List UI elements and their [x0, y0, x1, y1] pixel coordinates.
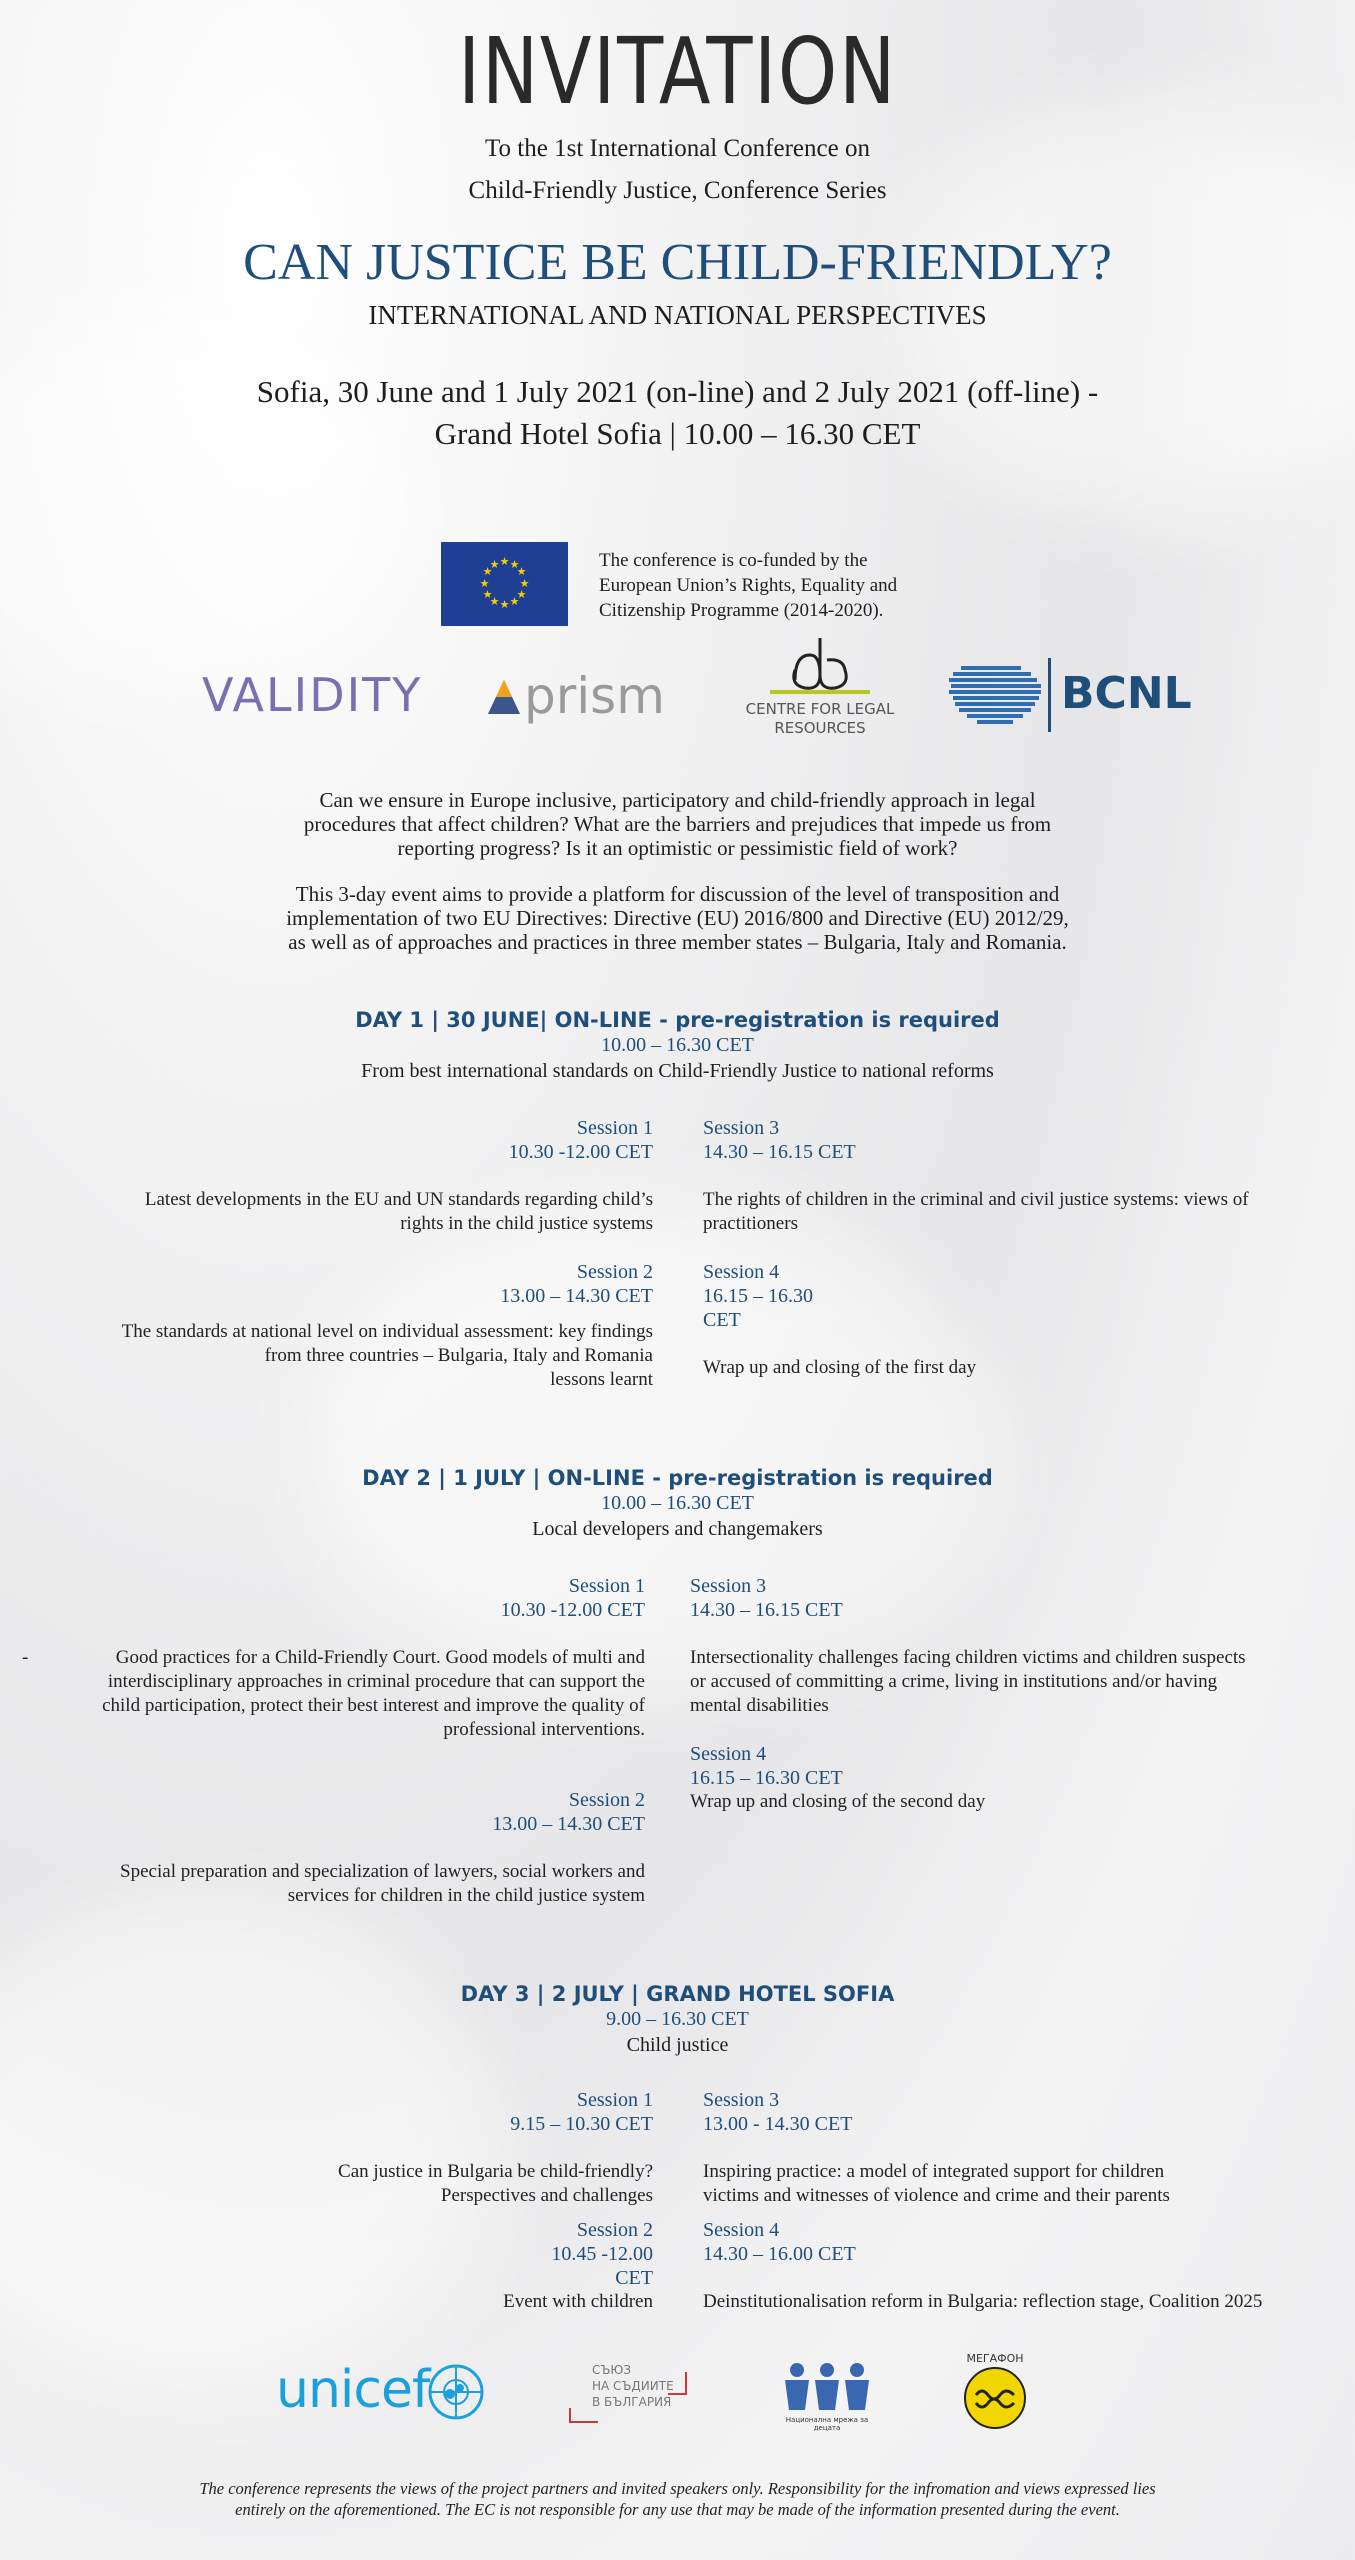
day2-session3-desc: Intersectionality challenges facing children victims and children suspects: [690, 1647, 1246, 1668]
day1-session4-title: Session 4: [703, 1261, 780, 1283]
intro-paragraph-2: [0, 882, 1355, 954]
day2-session3-desc: or accused of committing a crime, living in institutions and/or having: [690, 1671, 1218, 1692]
footer-line: The conference represents the views of the project partners and invited speakers only. Responsibility for the infromation and views expressed lies: [199, 2479, 1156, 2498]
children-figures-icon: [777, 2362, 877, 2412]
footer-line: entirely on the aforementioned. The EC is not responsible for any use that may be made of the information presented during the event.: [235, 2500, 1120, 2519]
day2-session2-desc: services for children in the child justice system: [287, 1885, 645, 1906]
day2-session4-time: 16.15 – 16.30 CET: [690, 1767, 843, 1789]
day2-session1-time: 10.30 -12.00 CET: [500, 1599, 645, 1621]
svg-text:★: ★: [479, 577, 490, 590]
main-heading: CAN JUSTICE BE CHILD-FRIENDLY?: [243, 234, 1112, 291]
day2-session3-desc: mental disabilities: [690, 1695, 829, 1716]
day1-session2-title: Session 2: [576, 1261, 653, 1283]
day1-session4-time: CET: [703, 1309, 741, 1331]
day2-left-column: [25, 1574, 645, 1908]
day3-session2-desc: Event with children: [503, 2291, 653, 2312]
intro-line: Can we ensure in Europe inclusive, participatory and child-friendly approach in legal: [319, 788, 1036, 812]
day3-heading: DAY 3 | 2 JULY | GRAND HOTEL SOFIA: [460, 1982, 895, 2006]
judges-line: СЪЮЗ: [592, 2363, 632, 2377]
day1-session1-time: 10.30 -12.00 CET: [508, 1141, 653, 1163]
date-line1: Sofia, 30 June and 1 July 2021 (on-line) and 2 July 2021 (off-line) -: [256, 374, 1099, 409]
day3-session2-title: Session 2: [576, 2219, 653, 2241]
prism-triangle-icon: [486, 678, 522, 718]
funding-text: [599, 548, 897, 623]
subtitle-line2: Child-Friendly Justice, Conference Series: [468, 177, 887, 204]
svg-text:★: ★: [482, 565, 493, 578]
day3-session3-title: Session 3: [703, 2089, 780, 2111]
prism-wordmark: prism: [524, 667, 665, 725]
day1-heading: DAY 1 | 30 JUNE| ON-LINE - pre-registration is required: [355, 1008, 1000, 1032]
day1-session4-time: 16.15 – 16.30: [703, 1285, 813, 1307]
funding-line: Citizenship Programme (2014-2020).: [599, 600, 884, 621]
day1-session2-desc: from three countries – Bulgaria, Italy and Romania: [264, 1345, 653, 1366]
unicef-wordmark: unicef: [276, 2360, 430, 2420]
day3-session2-time: CET: [615, 2267, 653, 2289]
day1-left-column: [13, 1116, 653, 1392]
day2-session1-title: Session 1: [568, 1575, 645, 1597]
day1-right-column: [703, 1116, 1343, 1380]
day1-session3-title: Session 3: [703, 1117, 780, 1139]
invitation-title: INVITATION: [457, 18, 898, 125]
unicef-globe-icon: [426, 2362, 486, 2422]
day3-right-column: [703, 2088, 1343, 2314]
day2-bullet: -: [22, 1647, 29, 1668]
judges-line: В БЪЛГАРИЯ: [592, 2395, 672, 2409]
children-network-logo: [772, 2362, 882, 2432]
subtitle-line1: To the 1st International Conference on: [485, 135, 870, 162]
svg-text:★: ★: [482, 588, 493, 601]
day2-session2-desc: Special preparation and specialization of lawyers, social workers and: [120, 1861, 645, 1882]
day3-session4-desc: Deinstitutionalisation reform in Bulgaria: reflection stage, Coalition 2025: [703, 2291, 1263, 2312]
intro-line: procedures that affect children? What are the barriers and prejudices that impede us from: [303, 812, 1052, 836]
day1-session1-title: Session 1: [576, 1117, 653, 1139]
clr-scales-icon: [765, 630, 875, 696]
eu-flag-icon: [441, 542, 568, 626]
day3-session1-desc: Can justice in Bulgaria be child-friendly?: [338, 2161, 653, 2182]
day2-theme: Local developers and changemakers: [532, 1518, 823, 1540]
svg-text:★: ★: [519, 577, 530, 590]
day2-session1-desc: professional interventions.: [443, 1719, 645, 1740]
svg-text:★: ★: [516, 588, 527, 601]
clr-line2: RESOURCES: [774, 719, 866, 737]
day3-session4-title: Session 4: [703, 2219, 780, 2241]
svg-text:★: ★: [489, 558, 500, 571]
clr-logo: [740, 630, 900, 750]
svg-text:★: ★: [499, 555, 510, 568]
day2-heading: DAY 2 | 1 JULY | ON-LINE - pre-registration is required: [362, 1466, 993, 1490]
funding-line: European Union’s Rights, Equality and: [599, 575, 898, 596]
day3-session1-desc: Perspectives and challenges: [440, 2185, 653, 2206]
clr-line1: CENTRE FOR LEGAL: [745, 700, 895, 718]
day2-session1-desc: Good practices for a Child-Friendly Court. Good models of multi and: [115, 1647, 645, 1668]
day1-theme: From best international standards on Child-Friendly Justice to national reforms: [361, 1060, 994, 1082]
bcnl-divider: [1048, 658, 1051, 732]
day1-session2-desc: The standards at national level on individual assessment: key findings: [121, 1321, 653, 1342]
day2-session1-desc: interdisciplinary approaches in criminal procedure that can support the: [107, 1671, 645, 1692]
intro-line: as well as of approaches and practices in three member states – Bulgaria, Italy and Romania.: [288, 930, 1067, 954]
day3-session1-title: Session 1: [576, 2089, 653, 2111]
day2-session2-title: Session 2: [568, 1789, 645, 1811]
day3-time: 9.00 – 16.30 CET: [606, 2008, 749, 2030]
day3-session4-time: 14.30 – 16.00 CET: [703, 2243, 856, 2265]
day3-session3-desc: Inspiring practice: a model of integrated support for children: [703, 2161, 1165, 2182]
footer-disclaimer: [0, 2478, 1355, 2520]
day3-session2-time: 10.45 -12.00: [551, 2243, 653, 2265]
day3-left-column: [13, 2088, 653, 2314]
intro-line: implementation of two EU Directives: Directive (EU) 2016/800 and Directive (EU) 2012/29,: [286, 906, 1069, 930]
svg-text:★: ★: [489, 595, 500, 608]
day1-session1-desc: rights in the child justice systems: [400, 1213, 653, 1234]
day1-session3-desc: practitioners: [703, 1213, 798, 1234]
background-cloud: [0, 300, 420, 700]
day1-session3-desc: The rights of children in the criminal and civil justice systems: views of: [703, 1189, 1249, 1210]
judges-union-logo: [568, 2356, 698, 2426]
day3-session1-time: 9.15 – 10.30 CET: [510, 2113, 653, 2135]
intro-line: This 3-day event aims to provide a platform for discussion of the level of transposition and: [295, 882, 1060, 906]
day1-session1-desc: Latest developments in the EU and UN standards regarding child’s: [144, 1189, 653, 1210]
judges-line: НА СЪДИИТЕ: [592, 2379, 674, 2393]
intro-paragraph-1: [0, 788, 1355, 860]
bcnl-logo: [947, 658, 1192, 734]
megafon-wordmark: МЕГАФОН: [966, 2352, 1024, 2365]
prism-logo: [486, 668, 686, 724]
svg-text:★: ★: [509, 595, 520, 608]
day3-theme: Child justice: [626, 2034, 729, 2056]
day3-session3-desc: victims and witnesses of violence and crime and their parents: [703, 2185, 1170, 2206]
bulgaria-map-icon: [947, 664, 1043, 728]
bcnl-wordmark: BCNL: [1061, 668, 1192, 719]
day2-right-column: [690, 1574, 1340, 1814]
svg-text:★: ★: [509, 558, 520, 571]
unicef-logo: [276, 2360, 496, 2430]
day3-session3-time: 13.00 - 14.30 CET: [703, 2113, 853, 2135]
day1-time: 10.00 – 16.30 CET: [601, 1034, 754, 1056]
sub-heading: INTERNATIONAL AND NATIONAL PERSPECTIVES: [368, 300, 987, 330]
megafon-badge-icon: [962, 2365, 1028, 2431]
day2-session4-desc: Wrap up and closing of the second day: [690, 1791, 986, 1812]
intro-line: reporting progress? Is it an optimistic or pessimistic field of work?: [397, 836, 958, 860]
day2-session3-title: Session 3: [690, 1575, 767, 1597]
network-caption: Национална мрежа за децата: [785, 2416, 869, 2432]
date-line2: Grand Hotel Sofia | 10.00 – 16.30 CET: [434, 416, 921, 451]
svg-text:★: ★: [516, 565, 527, 578]
svg-text:★: ★: [499, 598, 510, 611]
day2-time: 10.00 – 16.30 CET: [601, 1492, 754, 1514]
day2-session1-desc: child participation, protect their best interest and improve the quality of: [102, 1695, 645, 1716]
day1-session2-time: 13.00 – 14.30 CET: [500, 1285, 653, 1307]
day1-session2-desc: lessons learnt: [550, 1369, 653, 1390]
megafon-logo: [955, 2352, 1035, 2436]
day2-session2-time: 13.00 – 14.30 CET: [492, 1813, 645, 1835]
day1-session3-time: 14.30 – 16.15 CET: [703, 1141, 856, 1163]
day2-session4-title: Session 4: [690, 1743, 767, 1765]
validity-logo: VALIDITY: [202, 668, 423, 722]
day2-session3-time: 14.30 – 16.15 CET: [690, 1599, 843, 1621]
day1-session4-desc: Wrap up and closing of the first day: [703, 1357, 977, 1378]
funding-line: The conference is co-funded by the: [599, 550, 868, 571]
